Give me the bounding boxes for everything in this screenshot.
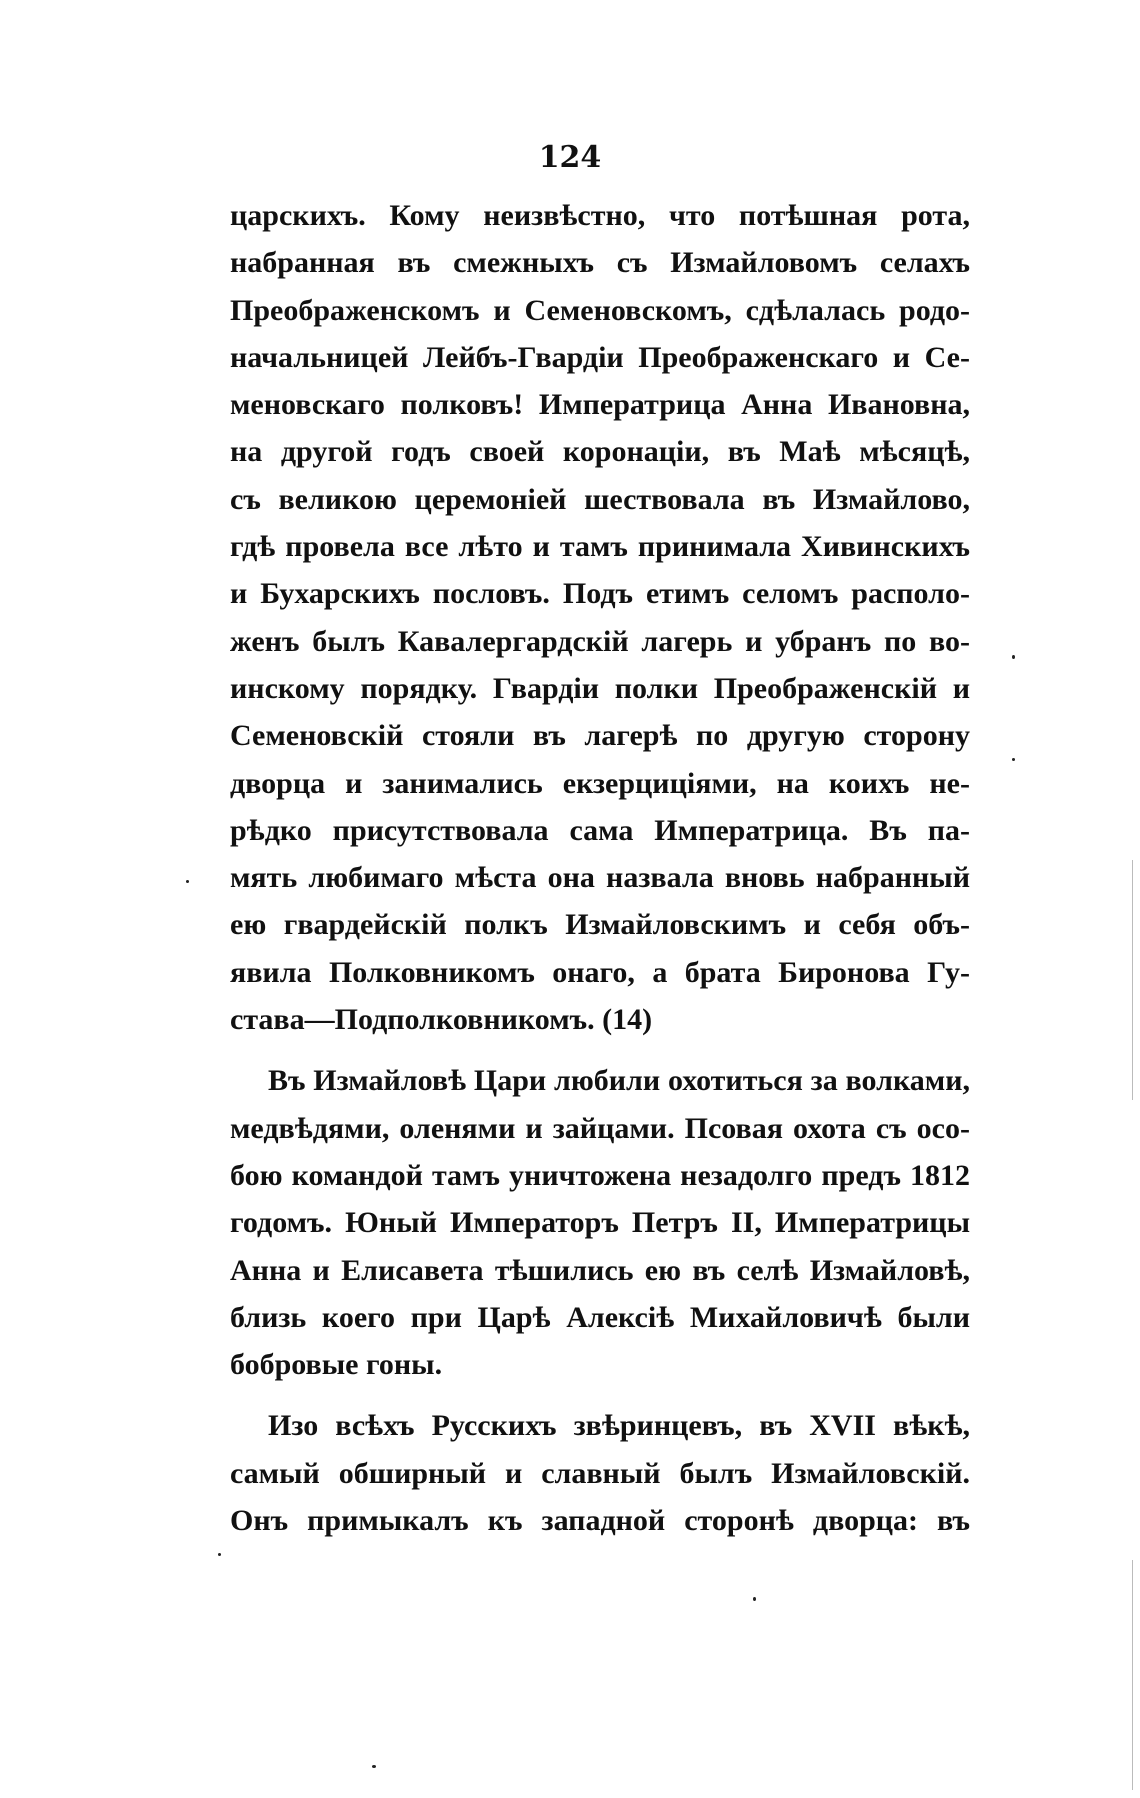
text-line: и Бухарскихъ пословъ. Подъ етимъ селомъ располо- [230,577,970,611]
body-text [230,192,970,1544]
text-line: Изо всѣхъ Русскихъ звѣринцевъ, въ XVII вѣкѣ, [268,1409,970,1443]
text-line: годомъ. Юный Императоръ Петръ II, Императрицы [230,1206,970,1240]
scan-speck [1012,758,1015,761]
scan-speck [1012,655,1015,659]
text-line: набранная въ смежныхъ съ Измайловомъ селахъ [230,246,970,280]
text-line: царскихъ. Кому неизвѣстно, что потѣшная рота, [230,199,970,232]
text-line: инскому порядку. Гвардіи полки Преображенскій и [230,671,970,705]
scan-speck [186,880,189,883]
scan-speck [753,1597,756,1601]
text-line: ею гвардейскій полкъ Измайловскимъ и себя объ- [230,908,970,942]
scan-edge-line [1132,1560,1133,1790]
text-line: бобровые гоны. [230,1348,443,1382]
text-line: явила Полковникомъ онаго, а брата Биронова Гу- [230,955,970,989]
text-line: меновскаго полковъ! Императрица Анна Ивановна, [230,388,970,422]
text-line: мять любимаго мѣста она назвала вновь набранный [230,861,970,895]
text-line: Въ Измайловѣ Цари любили охотиться за волками, [268,1064,970,1098]
text-line: Преображенскомъ и Семеновскомъ, сдѣлалась родо- [230,293,970,327]
text-line: става—Подполковникомъ. (14) [230,1003,653,1037]
scan-edge-line [1132,860,1133,1100]
paragraph-3 [230,1402,970,1544]
text-line: съ великою церемоніей шествовала въ Измайлово, [230,482,970,516]
text-line: близь коего при Царѣ Алексіѣ Михайловичѣ были [230,1300,970,1334]
text-line: Семеновскій стояли въ лагерѣ по другую сторону [230,719,970,753]
text-line: гдѣ провела все лѣто и тамъ принимала Хивинскихъ [230,530,970,564]
scan-speck [218,1553,221,1556]
text-line: дворца и занимались екзерциціями, на коихъ не- [230,766,970,800]
text-line: начальницей Лейбъ-Гвардіи Преображенскаго и Се- [230,340,970,374]
text-line: на другой годъ своей коронаціи, въ Маѣ мѣсяцѣ, [230,435,970,469]
scan-speck [372,1765,376,1768]
text-line: медвѣдями, оленями и зайцами. Псовая охота съ осо- [230,1111,970,1145]
text-line: бою командой тамъ уничтожена незадолго предъ 1812 [230,1158,970,1192]
text-line: Анна и Елисавета тѣшились ею въ селѣ Измайловѣ, [230,1253,970,1287]
text-line: Онъ примыкалъ къ западной сторонѣ дворца: въ [230,1504,970,1538]
text-line: женъ былъ Кавалергардскій лагерь и убранъ по во- [230,624,970,658]
text-line: рѣдко присутствовала сама Императрица. Въ па- [230,813,970,847]
paragraph-2 [230,1057,970,1388]
page-number: 124 [538,140,602,175]
paragraph-1 [230,192,970,1043]
text-line: самый обширный и славный былъ Измайловскій. [230,1456,970,1490]
